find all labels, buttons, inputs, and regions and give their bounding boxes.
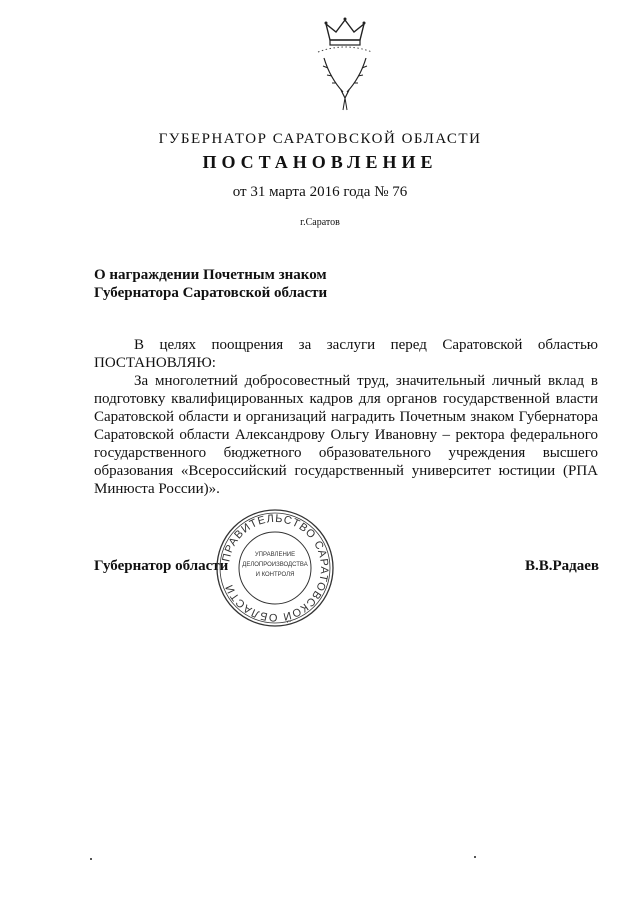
body-paragraph-1-line-1: В целях поощрения за заслуги перед Саратовской областью: [134, 337, 598, 353]
seal-center-line-3: И КОНТРОЛЯ: [255, 572, 295, 578]
subject-line-2: Губернатора Саратовской области: [94, 285, 328, 301]
body-decree-word: ПОСТАНОВЛЯЮ:: [94, 355, 216, 371]
scan-mark: [474, 856, 476, 858]
document-subject: [94, 266, 327, 302]
coat-of-arms-emblem: [310, 14, 380, 114]
seal-center-line-1: УПРАВЛЕНИЕ: [254, 552, 296, 558]
document-date-number: от 31 марта 2016 года № 76: [232, 184, 408, 200]
issuing-authority: ГУБЕРНАТОР САРАТОВСКОЙ ОБЛАСТИ: [158, 131, 482, 147]
scan-mark: [90, 858, 92, 860]
signatory-name: В.В.Радаев: [525, 558, 600, 574]
body-paragraph-2: За многолетний добросовестный труд, значительный личный вклад в подготовку квалифицированных кадров для органов государственной власти Саратовской области и организаций наградить Почетным знаком Губернатора Саратовской области Александрову Ольгу Ивановну – ректора федерального государственного бюджетного образовательного учреждения высшего образования «Всероссийский государственный университет юстиции (РПА Минюста России)».: [94, 373, 598, 497]
subject-line-1: О награждении Почетным знаком: [94, 267, 327, 283]
svg-text:ПРАВИТЕЛЬСТВО САРАТОВСКОЙ ОБЛА: [220, 513, 330, 624]
document-city: г.Саратов: [300, 217, 340, 228]
signatory-position: Губернатор области: [94, 558, 229, 574]
seal-ring-text: ПРАВИТЕЛЬСТВО САРАТОВСКОЙ ОБЛАСТИ: [220, 512, 331, 624]
document-body: [94, 336, 598, 498]
seal-center-line-2: ДЕЛОПРОИЗВОДСТВА: [242, 562, 308, 568]
document-type: ПОСТАНОВЛЕНИЕ: [202, 152, 438, 172]
official-seal-stamp: [213, 506, 337, 630]
